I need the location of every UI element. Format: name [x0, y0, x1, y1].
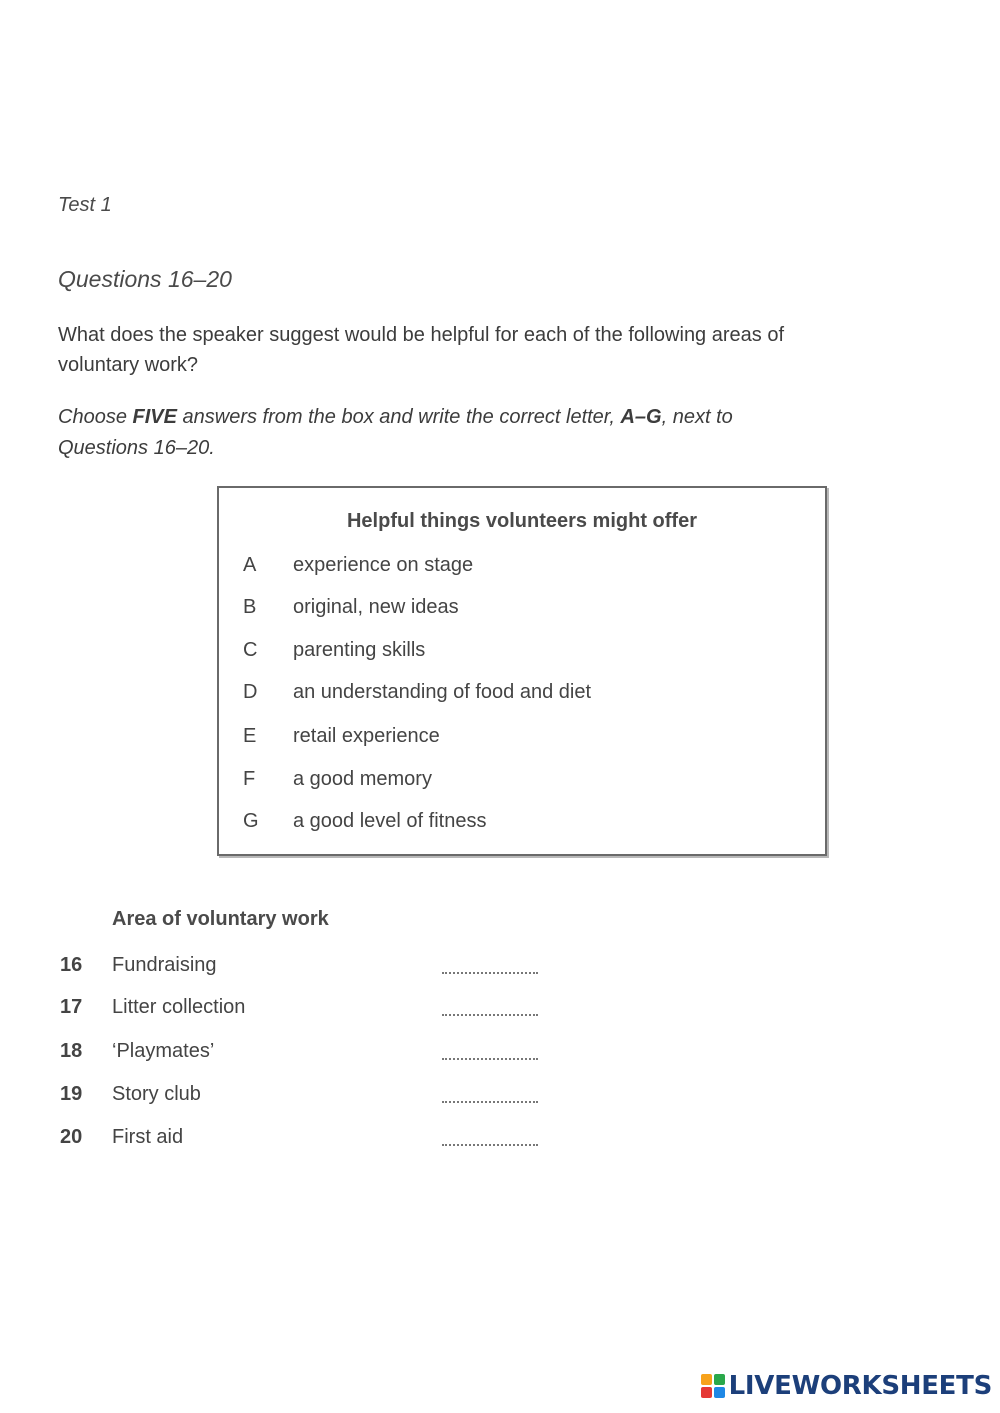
answer-blank[interactable]	[442, 1087, 538, 1103]
instruction-part-3: , next to	[661, 406, 733, 428]
logo-square	[701, 1387, 712, 1398]
logo-square	[714, 1374, 725, 1385]
option-item	[243, 810, 486, 840]
questions-heading: Questions 16–20	[58, 266, 232, 292]
option-letter: D	[243, 681, 258, 703]
option-letter: A	[243, 554, 257, 576]
question-row	[60, 1083, 538, 1113]
option-item	[243, 596, 459, 626]
question-area: Litter collection	[112, 996, 246, 1018]
option-item	[243, 639, 425, 669]
prompt-line-1: What does the speaker suggest would be helpful for each of the following areas of	[58, 324, 785, 346]
test-label: Test 1	[58, 194, 112, 216]
instruction	[58, 402, 938, 464]
instruction-part-1: Choose	[58, 406, 133, 428]
question-row	[60, 1126, 538, 1156]
option-letter: B	[243, 596, 257, 618]
question-number: 17	[60, 996, 83, 1018]
logo-square	[701, 1374, 712, 1385]
option-text: an understanding of food and diet	[293, 681, 592, 703]
logo-text: LIVEWORKSHEETS	[728, 1371, 992, 1401]
question-number: 19	[60, 1083, 83, 1105]
instruction-bold-letters: A–G	[620, 406, 662, 428]
question-row	[60, 954, 538, 984]
question-number: 16	[60, 954, 83, 976]
logo-mark-icon	[701, 1374, 725, 1398]
area-heading: Area of voluntary work	[112, 908, 329, 930]
answer-blank[interactable]	[442, 1044, 538, 1060]
option-text: original, new ideas	[293, 596, 459, 618]
logo-square	[714, 1387, 725, 1398]
option-item	[243, 725, 440, 755]
question-row	[60, 1040, 538, 1070]
answer-blank[interactable]	[442, 958, 538, 974]
option-text: a good level of fitness	[293, 810, 487, 832]
option-letter: F	[243, 768, 256, 790]
answer-blank[interactable]	[442, 1130, 538, 1146]
option-letter: G	[243, 810, 259, 832]
liveworksheets-logo	[701, 1371, 992, 1401]
option-item	[243, 768, 432, 798]
prompt-line-2: voluntary work?	[58, 354, 199, 376]
option-item	[243, 554, 473, 584]
option-text: retail experience	[293, 725, 440, 747]
instruction-line-1	[58, 402, 938, 433]
option-letter: C	[243, 639, 258, 661]
instruction-part-2: answers from the box and write the correct letter,	[176, 406, 621, 428]
question-area: First aid	[112, 1126, 184, 1148]
option-text: parenting skills	[293, 639, 426, 661]
option-text: experience on stage	[293, 554, 474, 576]
option-item	[243, 681, 591, 711]
option-letter: E	[243, 725, 257, 747]
options-box-title: Helpful things volunteers might offer	[346, 510, 697, 532]
question-number: 18	[60, 1040, 83, 1062]
question-area: Story club	[112, 1083, 201, 1105]
question-area: ‘Playmates’	[112, 1040, 215, 1062]
instruction-line-2: Questions 16–20.	[58, 437, 215, 459]
instruction-bold-five: FIVE	[132, 406, 177, 428]
option-text: a good memory	[293, 768, 432, 790]
question-number: 20	[60, 1126, 83, 1148]
question-prompt	[58, 320, 938, 380]
question-area: Fundraising	[112, 954, 217, 976]
options-box	[217, 486, 827, 856]
answer-blank[interactable]	[442, 1000, 538, 1016]
question-row	[60, 996, 538, 1026]
